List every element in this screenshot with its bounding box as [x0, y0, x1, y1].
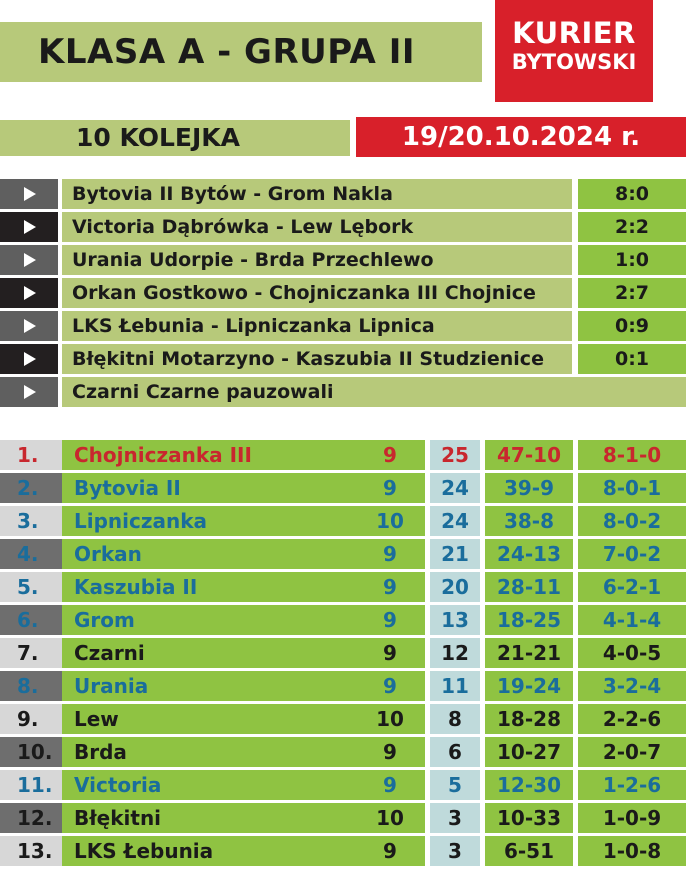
- round-date: 19/20.10.2024 r.: [356, 117, 686, 157]
- goals-cell: 6-51: [485, 836, 573, 866]
- points-cell: 24: [430, 506, 480, 536]
- play-arrow-icon: [0, 179, 58, 209]
- table-row: [0, 638, 686, 668]
- play-arrow-icon: [0, 377, 58, 407]
- table-row: [0, 803, 686, 833]
- points-cell: 11: [430, 671, 480, 701]
- match-teams: Bytovia II Bytów - Grom Nakla: [72, 183, 393, 205]
- points-cell: 3: [430, 836, 480, 866]
- team-cell: Urania: [62, 671, 362, 701]
- played-cell: 9: [355, 473, 425, 503]
- play-arrow-icon: [0, 212, 58, 242]
- points-cell: 3: [430, 803, 480, 833]
- match-score: 1:0: [578, 245, 686, 275]
- record-cell: 8-1-0: [578, 440, 686, 470]
- logo-line-1: KURIER: [512, 16, 636, 50]
- table-row: [0, 836, 686, 866]
- match-row: [0, 278, 686, 308]
- record-cell: 4-1-4: [578, 605, 686, 635]
- table-row: [0, 737, 686, 767]
- record-cell: 1-0-9: [578, 803, 686, 833]
- table-row: [0, 506, 686, 536]
- table-row: [0, 704, 686, 734]
- played-cell: 10: [355, 803, 425, 833]
- record-cell: 7-0-2: [578, 539, 686, 569]
- played-cell: 9: [355, 671, 425, 701]
- play-arrow-icon: [0, 344, 58, 374]
- record-cell: 2-0-7: [578, 737, 686, 767]
- played-cell: 9: [355, 638, 425, 668]
- match-row: [0, 311, 686, 341]
- rank-cell: 6.: [0, 605, 75, 635]
- played-cell: 9: [355, 572, 425, 602]
- match-score: 0:9: [578, 311, 686, 341]
- points-cell: 24: [430, 473, 480, 503]
- team-cell: Grom: [62, 605, 362, 635]
- goals-cell: 47-10: [485, 440, 573, 470]
- goals-cell: 10-27: [485, 737, 573, 767]
- match-row-bye: [0, 377, 686, 407]
- record-cell: 8-0-2: [578, 506, 686, 536]
- table-row: [0, 671, 686, 701]
- record-cell: 1-0-8: [578, 836, 686, 866]
- match-score: 2:2: [578, 212, 686, 242]
- points-cell: 13: [430, 605, 480, 635]
- team-cell: Victoria: [62, 770, 362, 800]
- team-cell: Błękitni: [62, 803, 362, 833]
- goals-cell: 39-9: [485, 473, 573, 503]
- match-teams: Urania Udorpie - Brda Przechlewo: [72, 249, 434, 271]
- team-cell: Czarni: [62, 638, 362, 668]
- page-title: KLASA A - GRUPA II: [38, 32, 416, 72]
- played-cell: 10: [355, 704, 425, 734]
- goals-cell: 28-11: [485, 572, 573, 602]
- match-teams: Błękitni Motarzyno - Kaszubia II Studzienice: [72, 348, 544, 370]
- team-cell: Lew: [62, 704, 362, 734]
- match-row: [0, 245, 686, 275]
- points-cell: 20: [430, 572, 480, 602]
- table-row: [0, 572, 686, 602]
- table-row: [0, 605, 686, 635]
- match-row: [0, 212, 686, 242]
- team-cell: Kaszubia II: [62, 572, 362, 602]
- match-score: 0:1: [578, 344, 686, 374]
- team-cell: Orkan: [62, 539, 362, 569]
- rank-cell: 5.: [0, 572, 75, 602]
- rank-cell: 10.: [0, 737, 75, 767]
- goals-cell: 21-21: [485, 638, 573, 668]
- played-cell: 9: [355, 770, 425, 800]
- goals-cell: 18-25: [485, 605, 573, 635]
- match-score: 8:0: [578, 179, 686, 209]
- table-row: [0, 440, 686, 470]
- record-cell: 8-0-1: [578, 473, 686, 503]
- record-cell: 1-2-6: [578, 770, 686, 800]
- team-cell: Brda: [62, 737, 362, 767]
- round-label: 10 KOLEJKA: [76, 123, 241, 152]
- goals-cell: 12-30: [485, 770, 573, 800]
- rank-cell: 2.: [0, 473, 75, 503]
- match-row: [0, 344, 686, 374]
- play-arrow-icon: [0, 278, 58, 308]
- played-cell: 9: [355, 737, 425, 767]
- rank-cell: 7.: [0, 638, 75, 668]
- play-arrow-icon: [0, 245, 58, 275]
- match-row: [0, 179, 686, 209]
- logo-line-2: BYTOWSKI: [511, 50, 637, 74]
- goals-cell: 24-13: [485, 539, 573, 569]
- played-cell: 9: [355, 539, 425, 569]
- team-cell: Bytovia II: [62, 473, 362, 503]
- table-row: [0, 473, 686, 503]
- record-cell: 2-2-6: [578, 704, 686, 734]
- rank-cell: 8.: [0, 671, 75, 701]
- team-cell: LKS Łebunia: [62, 836, 362, 866]
- play-arrow-icon: [0, 311, 58, 341]
- rank-cell: 11.: [0, 770, 75, 800]
- match-teams: Orkan Gostkowo - Chojniczanka III Chojnice: [72, 282, 536, 304]
- team-cell: Lipniczanka: [62, 506, 362, 536]
- points-cell: 12: [430, 638, 480, 668]
- record-cell: 3-2-4: [578, 671, 686, 701]
- bye-note: Czarni Czarne pauzowali: [72, 381, 334, 403]
- goals-cell: 18-28: [485, 704, 573, 734]
- table-row: [0, 539, 686, 569]
- match-teams: Victoria Dąbrówka - Lew Lębork: [72, 216, 414, 238]
- rank-cell: 12.: [0, 803, 75, 833]
- record-cell: 6-2-1: [578, 572, 686, 602]
- table-row: [0, 770, 686, 800]
- match-teams: LKS Łebunia - Lipniczanka Lipnica: [72, 315, 435, 337]
- kurier-bytowski-logo: [495, 0, 653, 102]
- rank-cell: 3.: [0, 506, 75, 536]
- played-cell: 9: [355, 440, 425, 470]
- rank-cell: 4.: [0, 539, 75, 569]
- played-cell: 10: [355, 506, 425, 536]
- rank-cell: 9.: [0, 704, 75, 734]
- points-cell: 5: [430, 770, 480, 800]
- played-cell: 9: [355, 836, 425, 866]
- points-cell: 6: [430, 737, 480, 767]
- goals-cell: 19-24: [485, 671, 573, 701]
- record-cell: 4-0-5: [578, 638, 686, 668]
- team-cell: Chojniczanka III: [62, 440, 362, 470]
- rank-cell: 1.: [0, 440, 75, 470]
- rank-cell: 13.: [0, 836, 75, 866]
- goals-cell: 38-8: [485, 506, 573, 536]
- played-cell: 9: [355, 605, 425, 635]
- points-cell: 21: [430, 539, 480, 569]
- points-cell: 8: [430, 704, 480, 734]
- match-score: 2:7: [578, 278, 686, 308]
- goals-cell: 10-33: [485, 803, 573, 833]
- points-cell: 25: [430, 440, 480, 470]
